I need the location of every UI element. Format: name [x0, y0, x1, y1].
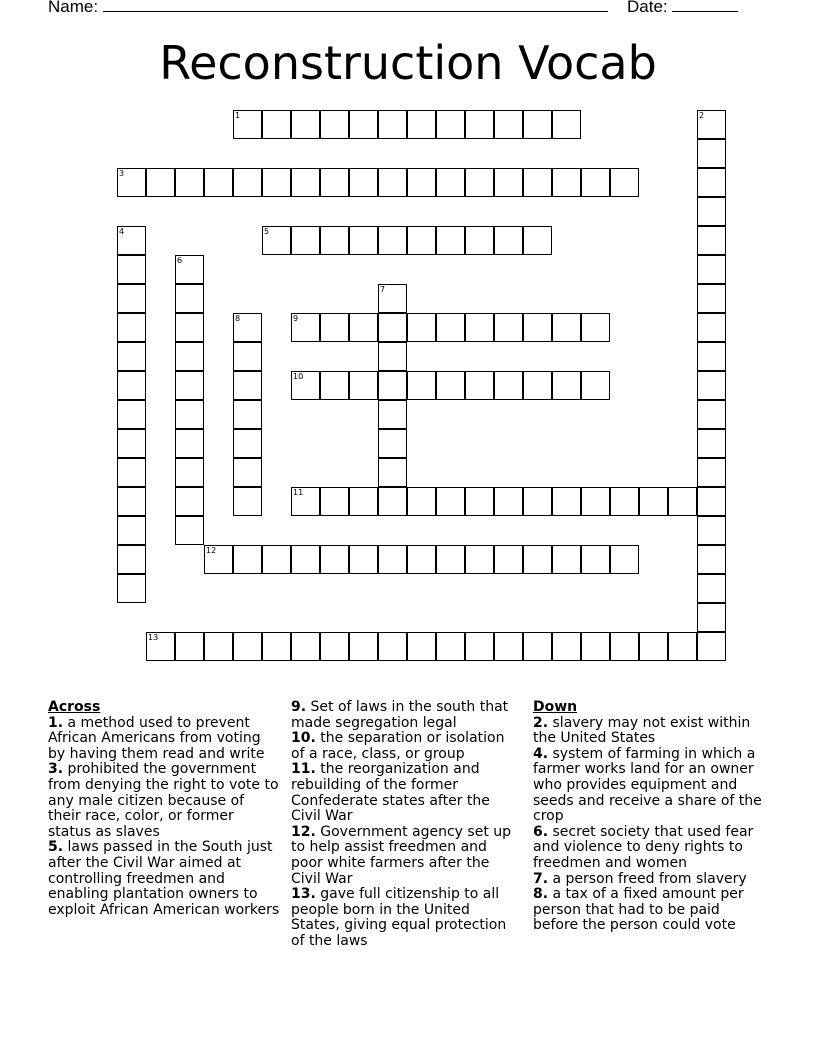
- grid-cell[interactable]: [494, 487, 523, 516]
- grid-cell[interactable]: [378, 458, 407, 487]
- down-clue: [533, 716, 769, 747]
- grid-cell[interactable]: [407, 110, 436, 139]
- clue-number: 11.: [291, 761, 316, 778]
- grid-cell[interactable]: [465, 632, 494, 661]
- grid-cell[interactable]: [233, 371, 262, 400]
- grid-cell[interactable]: [117, 429, 146, 458]
- clue-text: a method used to prevent African Americans from voting by having them read and write: [48, 714, 265, 762]
- grid-cell[interactable]: [291, 313, 320, 342]
- across-heading: Across: [48, 699, 101, 715]
- grid-cell[interactable]: [465, 226, 494, 255]
- grid-cell[interactable]: [233, 400, 262, 429]
- grid-cell[interactable]: [552, 371, 581, 400]
- clue-text: Set of laws in the south that made segregation legal: [291, 699, 509, 731]
- clue-text: the separation or isolation of a race, class, or group: [291, 730, 505, 762]
- grid-cell[interactable]: [494, 168, 523, 197]
- grid-cell[interactable]: [117, 342, 146, 371]
- grid-cell[interactable]: [494, 545, 523, 574]
- clue-number: 1: [235, 111, 241, 120]
- grid-cell[interactable]: [639, 487, 668, 516]
- grid-cell[interactable]: [494, 226, 523, 255]
- grid-cell[interactable]: [320, 545, 349, 574]
- grid-cell[interactable]: [378, 110, 407, 139]
- grid-cell[interactable]: [407, 545, 436, 574]
- grid-cell[interactable]: [378, 284, 407, 313]
- grid-cell[interactable]: [378, 168, 407, 197]
- grid-cell[interactable]: [552, 632, 581, 661]
- grid-cell[interactable]: [175, 458, 204, 487]
- grid-cell[interactable]: [523, 487, 552, 516]
- across-clue: [291, 887, 513, 949]
- grid-cell[interactable]: [697, 255, 726, 284]
- page-title: Reconstruction Vocab: [159, 36, 657, 90]
- grid-cell[interactable]: [291, 226, 320, 255]
- grid-cell[interactable]: [233, 545, 262, 574]
- grid-cell[interactable]: [465, 110, 494, 139]
- grid-cell[interactable]: [349, 168, 378, 197]
- clue-number: 13.: [291, 886, 316, 903]
- clue-text: gave full citizenship to all people born in the United States, giving equal protection of the laws: [291, 886, 507, 949]
- grid-cell[interactable]: [697, 284, 726, 313]
- clue-number: 10.: [291, 730, 316, 747]
- clue-text: a person freed from slavery: [548, 870, 747, 887]
- grid-cell[interactable]: [320, 371, 349, 400]
- grid-cell[interactable]: [204, 545, 233, 574]
- clue-text: Government agency set up to help assist freedmen and poor white farmers after the Civil War: [291, 823, 512, 887]
- grid-cell[interactable]: [668, 632, 697, 661]
- grid-cell[interactable]: [204, 632, 233, 661]
- grid-cell[interactable]: [552, 110, 581, 139]
- clue-number: 7: [380, 285, 386, 294]
- grid-cell[interactable]: [117, 545, 146, 574]
- grid-cell[interactable]: [581, 371, 610, 400]
- clue-number: 4.: [533, 745, 549, 762]
- grid-cell[interactable]: [697, 110, 726, 139]
- grid-cell[interactable]: [175, 284, 204, 313]
- clue-text: the reorganization and rebuilding of the former Confederate states after the Civil War: [291, 761, 490, 825]
- grid-cell[interactable]: [523, 371, 552, 400]
- grid-cell[interactable]: [581, 168, 610, 197]
- clue-number: 7.: [533, 870, 549, 887]
- grid-cell[interactable]: [117, 226, 146, 255]
- down-clues: [533, 700, 769, 934]
- grid-cell[interactable]: [117, 284, 146, 313]
- grid-cell[interactable]: [581, 487, 610, 516]
- grid-cell[interactable]: [233, 632, 262, 661]
- grid-cell[interactable]: [262, 226, 291, 255]
- grid-cell[interactable]: [436, 110, 465, 139]
- grid-cell[interactable]: [552, 487, 581, 516]
- grid-cell[interactable]: [407, 168, 436, 197]
- grid-cell[interactable]: [610, 545, 639, 574]
- grid-cell[interactable]: [175, 342, 204, 371]
- grid-cell[interactable]: [697, 603, 726, 632]
- across-clue: [291, 825, 513, 887]
- grid-cell[interactable]: [233, 313, 262, 342]
- grid-cell[interactable]: [668, 487, 697, 516]
- grid-cell[interactable]: [233, 458, 262, 487]
- clue-number: 3: [119, 169, 125, 178]
- grid-cell[interactable]: [117, 255, 146, 284]
- grid-cell[interactable]: [262, 545, 291, 574]
- grid-cell[interactable]: [523, 110, 552, 139]
- grid-cell[interactable]: [117, 574, 146, 603]
- grid-cell[interactable]: [697, 139, 726, 168]
- grid-cell[interactable]: [175, 371, 204, 400]
- grid-cell[interactable]: [697, 226, 726, 255]
- grid-cell[interactable]: [494, 313, 523, 342]
- grid-cell[interactable]: [117, 371, 146, 400]
- grid-cell[interactable]: [436, 226, 465, 255]
- grid-cell[interactable]: [407, 632, 436, 661]
- grid-cell[interactable]: [146, 168, 175, 197]
- clue-text: a tax of a fixed amount per person that had to be paid before the person could vote: [533, 886, 744, 934]
- clue-text: prohibited the government from denying the right to vote to any male citizen because of their race, color, or former status as slaves: [48, 761, 279, 840]
- clue-number: 6: [177, 256, 183, 265]
- grid-cell[interactable]: [552, 313, 581, 342]
- across-clue: [48, 840, 280, 918]
- grid-cell[interactable]: [523, 168, 552, 197]
- clue-number: 1.: [48, 714, 64, 731]
- grid-cell[interactable]: [523, 313, 552, 342]
- grid-cell[interactable]: [175, 632, 204, 661]
- grid-cell[interactable]: [233, 168, 262, 197]
- grid-cell[interactable]: [175, 313, 204, 342]
- clue-number: 8: [235, 314, 241, 323]
- grid-cell[interactable]: [407, 371, 436, 400]
- date-label: Date:: [627, 0, 668, 16]
- grid-cell[interactable]: [697, 197, 726, 226]
- grid-cell[interactable]: [581, 632, 610, 661]
- clue-number: 5: [264, 227, 270, 236]
- down-clue: [533, 887, 769, 934]
- grid-cell[interactable]: [436, 313, 465, 342]
- across-clue: [48, 716, 280, 763]
- grid-cell[interactable]: [320, 313, 349, 342]
- grid-cell[interactable]: [262, 168, 291, 197]
- grid-cell[interactable]: [378, 632, 407, 661]
- clue-text: secret society that used fear and violence to deny rights to freedmen and women: [533, 823, 754, 871]
- clue-number: 4: [119, 227, 125, 236]
- grid-cell[interactable]: [436, 545, 465, 574]
- grid-cell[interactable]: [320, 226, 349, 255]
- clue-number: 12.: [291, 823, 316, 840]
- grid-cell[interactable]: [581, 545, 610, 574]
- down-heading: Down: [533, 699, 578, 715]
- clue-number: 2.: [533, 714, 549, 731]
- grid-cell[interactable]: [233, 110, 262, 139]
- grid-cell[interactable]: [697, 168, 726, 197]
- grid-cell[interactable]: [233, 342, 262, 371]
- grid-cell[interactable]: [494, 371, 523, 400]
- grid-cell[interactable]: [697, 400, 726, 429]
- grid-cell[interactable]: [697, 342, 726, 371]
- grid-cell[interactable]: [349, 313, 378, 342]
- grid-cell[interactable]: [407, 487, 436, 516]
- across-clue: [48, 762, 280, 840]
- clue-number: 12: [206, 546, 217, 555]
- grid-cell[interactable]: [320, 487, 349, 516]
- grid-cell[interactable]: [407, 226, 436, 255]
- grid-cell[interactable]: [175, 255, 204, 284]
- grid-cell[interactable]: [349, 632, 378, 661]
- across-clues-continued: [291, 700, 513, 950]
- across-clue: [291, 700, 513, 731]
- grid-cell[interactable]: [320, 110, 349, 139]
- down-clue: [533, 747, 769, 825]
- grid-cell[interactable]: [349, 226, 378, 255]
- grid-cell[interactable]: [436, 371, 465, 400]
- grid-cell[interactable]: [117, 487, 146, 516]
- clue-number: 9: [293, 314, 299, 323]
- grid-cell[interactable]: [610, 632, 639, 661]
- name-label: Name:: [48, 0, 99, 16]
- grid-cell[interactable]: [291, 487, 320, 516]
- grid-cell[interactable]: [291, 110, 320, 139]
- grid-cell[interactable]: [697, 458, 726, 487]
- grid-cell[interactable]: [552, 545, 581, 574]
- clue-number: 10: [293, 372, 304, 381]
- grid-cell[interactable]: [175, 487, 204, 516]
- grid-cell[interactable]: [378, 400, 407, 429]
- down-clue: [533, 872, 769, 888]
- clue-text: system of farming in which a farmer works land for an owner who provides equipment and seeds and receive a share of the crop: [533, 745, 762, 825]
- down-clue: [533, 825, 769, 872]
- grid-cell[interactable]: [581, 313, 610, 342]
- grid-cell[interactable]: [233, 487, 262, 516]
- grid-cell[interactable]: [639, 632, 668, 661]
- grid-cell[interactable]: [175, 400, 204, 429]
- across-clues: [48, 700, 280, 918]
- grid-cell[interactable]: [494, 110, 523, 139]
- grid-cell[interactable]: [291, 371, 320, 400]
- grid-cell[interactable]: [552, 168, 581, 197]
- grid-cell[interactable]: [204, 168, 233, 197]
- clue-number: 8.: [533, 886, 549, 903]
- grid-cell[interactable]: [291, 545, 320, 574]
- grid-cell[interactable]: [117, 458, 146, 487]
- grid-cell[interactable]: [465, 545, 494, 574]
- grid-cell[interactable]: [697, 545, 726, 574]
- grid-cell[interactable]: [349, 371, 378, 400]
- grid-cell[interactable]: [465, 168, 494, 197]
- grid-cell[interactable]: [262, 110, 291, 139]
- grid-cell[interactable]: [697, 313, 726, 342]
- clue-number: 13: [148, 633, 159, 642]
- across-clue: [291, 762, 513, 824]
- grid-cell[interactable]: [436, 168, 465, 197]
- grid-cell[interactable]: [610, 487, 639, 516]
- clue-number: 11: [293, 488, 304, 497]
- grid-cell[interactable]: [175, 516, 204, 545]
- clue-number: 6.: [533, 823, 549, 840]
- grid-cell[interactable]: [117, 400, 146, 429]
- grid-cell[interactable]: [465, 313, 494, 342]
- grid-cell[interactable]: [378, 226, 407, 255]
- grid-cell[interactable]: [523, 545, 552, 574]
- clue-text: laws passed in the South just after the Civil War aimed at controlling freedmen and enabling plantation owners to exploit African American workers: [48, 839, 280, 918]
- grid-cell[interactable]: [407, 313, 436, 342]
- grid-cell[interactable]: [610, 168, 639, 197]
- grid-cell[interactable]: [175, 168, 204, 197]
- grid-cell[interactable]: [378, 313, 407, 342]
- grid-cell[interactable]: [320, 168, 349, 197]
- grid-cell[interactable]: [523, 632, 552, 661]
- grid-cell[interactable]: [378, 487, 407, 516]
- grid-cell[interactable]: [175, 429, 204, 458]
- grid-cell[interactable]: [697, 487, 726, 516]
- grid-cell[interactable]: [378, 429, 407, 458]
- grid-cell[interactable]: [320, 632, 349, 661]
- grid-cell[interactable]: [349, 487, 378, 516]
- grid-cell[interactable]: [436, 487, 465, 516]
- clue-number: 3.: [48, 761, 64, 778]
- grid-cell[interactable]: [349, 110, 378, 139]
- grid-cell[interactable]: [233, 429, 262, 458]
- clue-text: slavery may not exist within the United States: [533, 714, 751, 747]
- grid-cell[interactable]: [117, 168, 146, 197]
- grid-cell[interactable]: [697, 574, 726, 603]
- grid-cell[interactable]: [291, 632, 320, 661]
- grid-cell[interactable]: [436, 632, 465, 661]
- across-clue: [291, 731, 513, 762]
- grid-cell[interactable]: [146, 632, 175, 661]
- clue-number: 2: [699, 111, 705, 120]
- grid-cell[interactable]: [465, 371, 494, 400]
- grid-cell[interactable]: [262, 632, 291, 661]
- clue-number: 5.: [48, 839, 64, 856]
- grid-cell[interactable]: [697, 516, 726, 545]
- grid-cell[interactable]: [494, 632, 523, 661]
- grid-cell[interactable]: [349, 545, 378, 574]
- grid-cell[interactable]: [697, 632, 726, 661]
- grid-cell[interactable]: [523, 226, 552, 255]
- grid-cell[interactable]: [117, 516, 146, 545]
- grid-cell[interactable]: [378, 342, 407, 371]
- grid-cell[interactable]: [291, 168, 320, 197]
- grid-cell[interactable]: [697, 371, 726, 400]
- clue-number: 9.: [291, 699, 307, 715]
- grid-cell[interactable]: [697, 429, 726, 458]
- grid-cell[interactable]: [117, 313, 146, 342]
- grid-cell[interactable]: [378, 371, 407, 400]
- grid-cell[interactable]: [465, 487, 494, 516]
- grid-cell[interactable]: [378, 545, 407, 574]
